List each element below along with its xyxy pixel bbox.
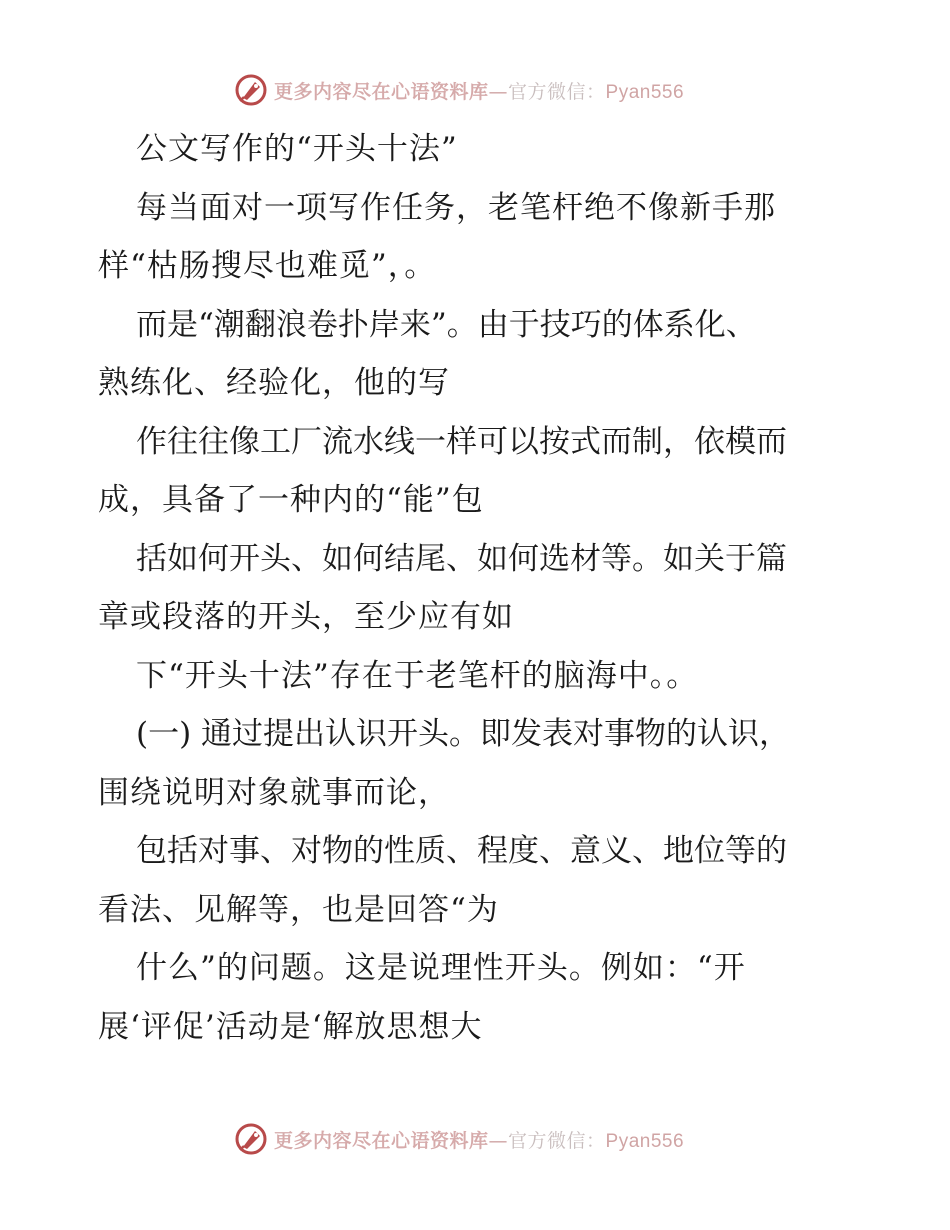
paragraph-line: 什么”的问题。这是说理性开头。例如：“开: [136, 950, 746, 986]
paragraph-line: 展‘评促’活动是‘解放思想大: [98, 1008, 483, 1045]
watermark-site-text: 更多内容尽在心语资料库: [274, 1129, 489, 1152]
watermark-separator: —: [488, 1129, 509, 1152]
watermark-wechat-handle: Pyan556: [605, 81, 685, 103]
watermark-wechat-label: 官方微信：: [508, 80, 606, 103]
paragraph-line: 包括对事、对物的性质、程度、意义、地位等的: [136, 833, 787, 869]
watermark-banner-bottom: [234, 1119, 714, 1159]
paragraph-line: 作往往像工厂流水线一样可以按式而制，依模而: [136, 423, 787, 460]
pen-nib-logo-icon: [234, 1122, 268, 1156]
paragraph-line: (一) 通过提出认识开头。即发表对事物的认识，: [136, 716, 791, 752]
watermark-wechat-label: 官方微信：: [508, 1129, 606, 1152]
paragraph-line: 围绕说明对象就事而论，: [98, 774, 450, 811]
paragraph-line: 下“开头十法”存在于老笔杆的脑海中。。: [136, 657, 699, 694]
watermark-separator: —: [488, 80, 509, 103]
paragraph-line: 熟练化、经验化，他的写: [98, 365, 450, 401]
document-title: 公文写作的“开头十法”: [136, 131, 458, 167]
paragraph-line: 样“枯肠搜尽也难觅”，。: [98, 248, 437, 284]
paragraph-line: 章或段落的开头，至少应有如: [98, 599, 514, 635]
pen-nib-logo-icon: [234, 73, 268, 107]
paragraph-line: 而是“潮翻浪卷扑岸来”。由于技巧的体系化、: [136, 306, 757, 343]
paragraph-line: 括如何开头、如何结尾、如何选材等。如关于篇: [136, 540, 787, 577]
watermark-site-text: 更多内容尽在心语资料库: [274, 80, 489, 103]
watermark-banner-top: [234, 70, 714, 110]
watermark-wechat-handle: Pyan556: [605, 1130, 685, 1152]
paragraph-line: 成，具备了一种内的“能”包: [98, 482, 484, 518]
document-body: [98, 120, 858, 1056]
paragraph-line: 看法、见解等，也是回答“为: [98, 891, 499, 928]
paragraph-line: 每当面对一项写作任务，老笔杆绝不像新手那: [136, 189, 776, 226]
